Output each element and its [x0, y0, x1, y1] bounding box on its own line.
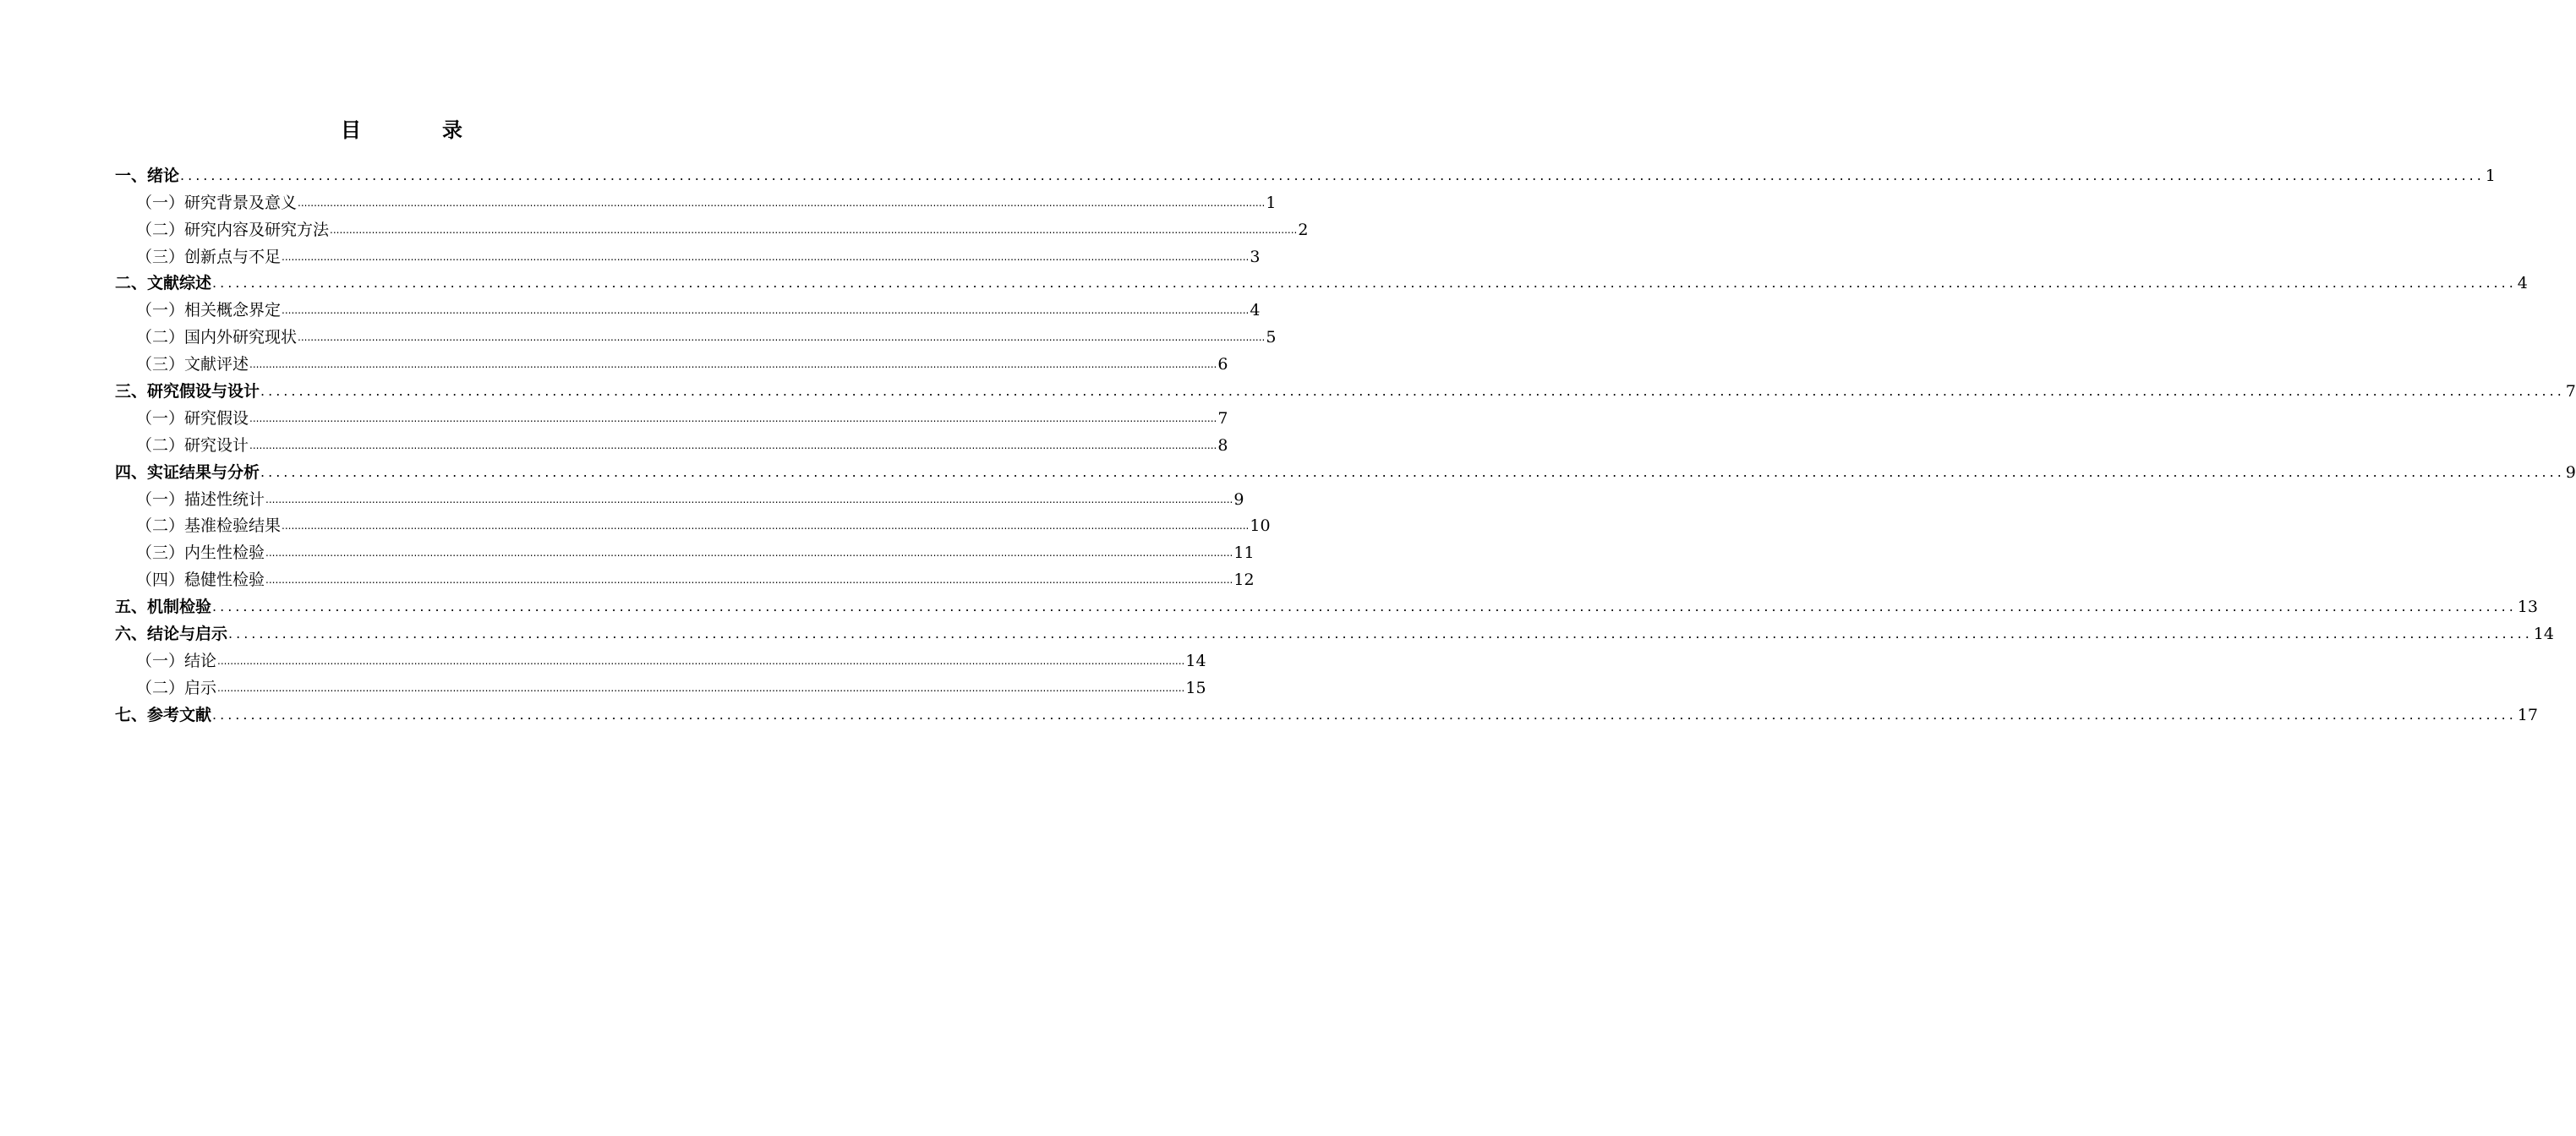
- toc-entry-label: 二、文献综述: [115, 274, 212, 293]
- toc-entry-label: （一）研究背景及意义: [136, 193, 298, 212]
- toc-section-entry[interactable]: [115, 483, 1244, 510]
- toc-entry-label: （一）结论: [136, 651, 217, 670]
- toc-page-number: 17: [2517, 705, 2538, 724]
- toc-section-entry[interactable]: [115, 347, 1228, 374]
- toc-page-number: 8: [1217, 435, 1228, 455]
- toc-title-right: 录: [442, 118, 462, 142]
- toc-page-number: 2: [1298, 220, 1309, 239]
- toc-leader-dots: ............................................................................................................................................................................................................................................................................................................: [282, 304, 1250, 317]
- toc-entry-label: （四）稳健性检验: [136, 571, 265, 590]
- toc-entry-label: （一）相关概念界定: [136, 301, 282, 320]
- toc-section-entry[interactable]: [115, 510, 1271, 537]
- toc-entry-label: 六、结论与启示: [115, 625, 228, 644]
- toc-page-number: 13: [2517, 598, 2538, 617]
- toc-page-number: 9: [1233, 489, 1244, 509]
- toc-leader-dots: ............................................................................................................................................................................................................................................................................................................: [265, 574, 1233, 587]
- toc-entry-label: （二）启示: [136, 678, 217, 697]
- toc-entry-label: （三）内生性检验: [136, 543, 265, 563]
- toc-section-entry[interactable]: [115, 671, 1206, 698]
- toc-title: [0, 113, 803, 143]
- toc-section-entry[interactable]: [115, 240, 1261, 267]
- toc-entry-label: （一）研究假设: [136, 408, 249, 428]
- toc-entry-label: （三）创新点与不足: [136, 247, 282, 266]
- toc-entry-label: （二）基准检验结果: [136, 516, 282, 536]
- toc-chapter-entry[interactable]: [115, 456, 2576, 483]
- toc-page-number: 15: [1185, 678, 1206, 697]
- toc-page-number: 4: [1250, 301, 1261, 320]
- toc-chapter-entry[interactable]: [115, 267, 2528, 294]
- toc-leader-dots: ............................................................................................................................................................................................................................................................................................................: [330, 223, 1298, 236]
- toc-leader-dots: ............................................................................................................................................................................................................................................................................................................: [282, 250, 1250, 263]
- toc-page-number: 1: [1266, 193, 1277, 212]
- toc-leader-dots: ............................................................................................................................................................................................................................................................................................................: [228, 625, 2533, 642]
- table-of-contents: [115, 159, 2576, 725]
- toc-leader-dots: ............................................................................................................................................................................................................................................................................................................: [212, 598, 2517, 615]
- toc-leader-dots: ............................................................................................................................................................................................................................................................................................................: [298, 331, 1266, 344]
- toc-page-number: 7: [2565, 382, 2576, 401]
- toc-leader-dots: ............................................................................................................................................................................................................................................................................................................: [265, 547, 1233, 560]
- toc-chapter-entry[interactable]: [115, 617, 2554, 644]
- toc-entry-label: （二）研究设计: [136, 435, 249, 455]
- toc-leader-dots: ............................................................................................................................................................................................................................................................................................................: [298, 196, 1266, 209]
- toc-page-number: 14: [1185, 651, 1206, 670]
- toc-leader-dots: ............................................................................................................................................................................................................................................................................................................: [282, 520, 1250, 532]
- toc-leader-dots: ............................................................................................................................................................................................................................................................................................................: [217, 681, 1185, 694]
- toc-section-entry[interactable]: [115, 429, 1228, 456]
- toc-entry-label: （三）文献评述: [136, 355, 249, 374]
- toc-leader-dots: ............................................................................................................................................................................................................................................................................................................: [260, 463, 2565, 480]
- toc-chapter-entry[interactable]: [115, 590, 2538, 617]
- toc-section-entry[interactable]: [115, 563, 1255, 590]
- toc-entry-label: 五、机制检验: [115, 598, 212, 617]
- toc-page-number: 6: [1217, 355, 1228, 374]
- toc-page-number: 4: [2517, 274, 2528, 293]
- toc-entry-label: 三、研究假设与设计: [115, 382, 260, 401]
- toc-page-number: 9: [2565, 462, 2576, 482]
- toc-leader-dots: ............................................................................................................................................................................................................................................................................................................: [260, 383, 2565, 400]
- toc-section-entry[interactable]: [115, 186, 1277, 213]
- toc-chapter-entry[interactable]: [115, 159, 2496, 186]
- toc-section-entry[interactable]: [115, 320, 1277, 347]
- toc-section-entry[interactable]: [115, 644, 1206, 671]
- toc-chapter-entry[interactable]: [115, 698, 2538, 725]
- toc-page-number: 3: [1250, 247, 1261, 266]
- toc-section-entry[interactable]: [115, 213, 1309, 240]
- toc-entry-label: 一、绪论: [115, 166, 180, 185]
- toc-entry-label: （二）国内外研究现状: [136, 328, 298, 347]
- toc-leader-dots: ............................................................................................................................................................................................................................................................................................................: [180, 167, 2485, 183]
- toc-page-number: 10: [1250, 516, 1271, 536]
- toc-title-left: 目: [341, 118, 361, 142]
- toc-leader-dots: ............................................................................................................................................................................................................................................................................................................: [212, 275, 2517, 292]
- toc-leader-dots: ............................................................................................................................................................................................................................................................................................................: [249, 412, 1217, 424]
- toc-entry-label: 四、实证结果与分析: [115, 462, 260, 482]
- toc-entry-label: 七、参考文献: [115, 705, 212, 724]
- toc-leader-dots: ............................................................................................................................................................................................................................................................................................................: [217, 654, 1185, 667]
- toc-page-number: 12: [1233, 571, 1255, 590]
- toc-page-number: 5: [1266, 328, 1277, 347]
- toc-section-entry[interactable]: [115, 401, 1228, 429]
- toc-entry-label: （一）描述性统计: [136, 489, 265, 509]
- toc-page-number: 7: [1217, 408, 1228, 428]
- toc-page-number: 11: [1233, 543, 1255, 563]
- toc-section-entry[interactable]: [115, 293, 1261, 320]
- toc-page-number: 14: [2533, 625, 2554, 644]
- toc-entry-label: （二）研究内容及研究方法: [136, 220, 330, 239]
- toc-leader-dots: ............................................................................................................................................................................................................................................................................................................: [249, 439, 1217, 451]
- toc-leader-dots: ............................................................................................................................................................................................................................................................................................................: [212, 706, 2517, 723]
- toc-leader-dots: ............................................................................................................................................................................................................................................................................................................: [265, 493, 1233, 505]
- toc-chapter-entry[interactable]: [115, 374, 2576, 401]
- toc-leader-dots: ............................................................................................................................................................................................................................................................................................................: [249, 358, 1217, 371]
- toc-section-entry[interactable]: [115, 536, 1255, 563]
- toc-page-number: 1: [2485, 166, 2496, 185]
